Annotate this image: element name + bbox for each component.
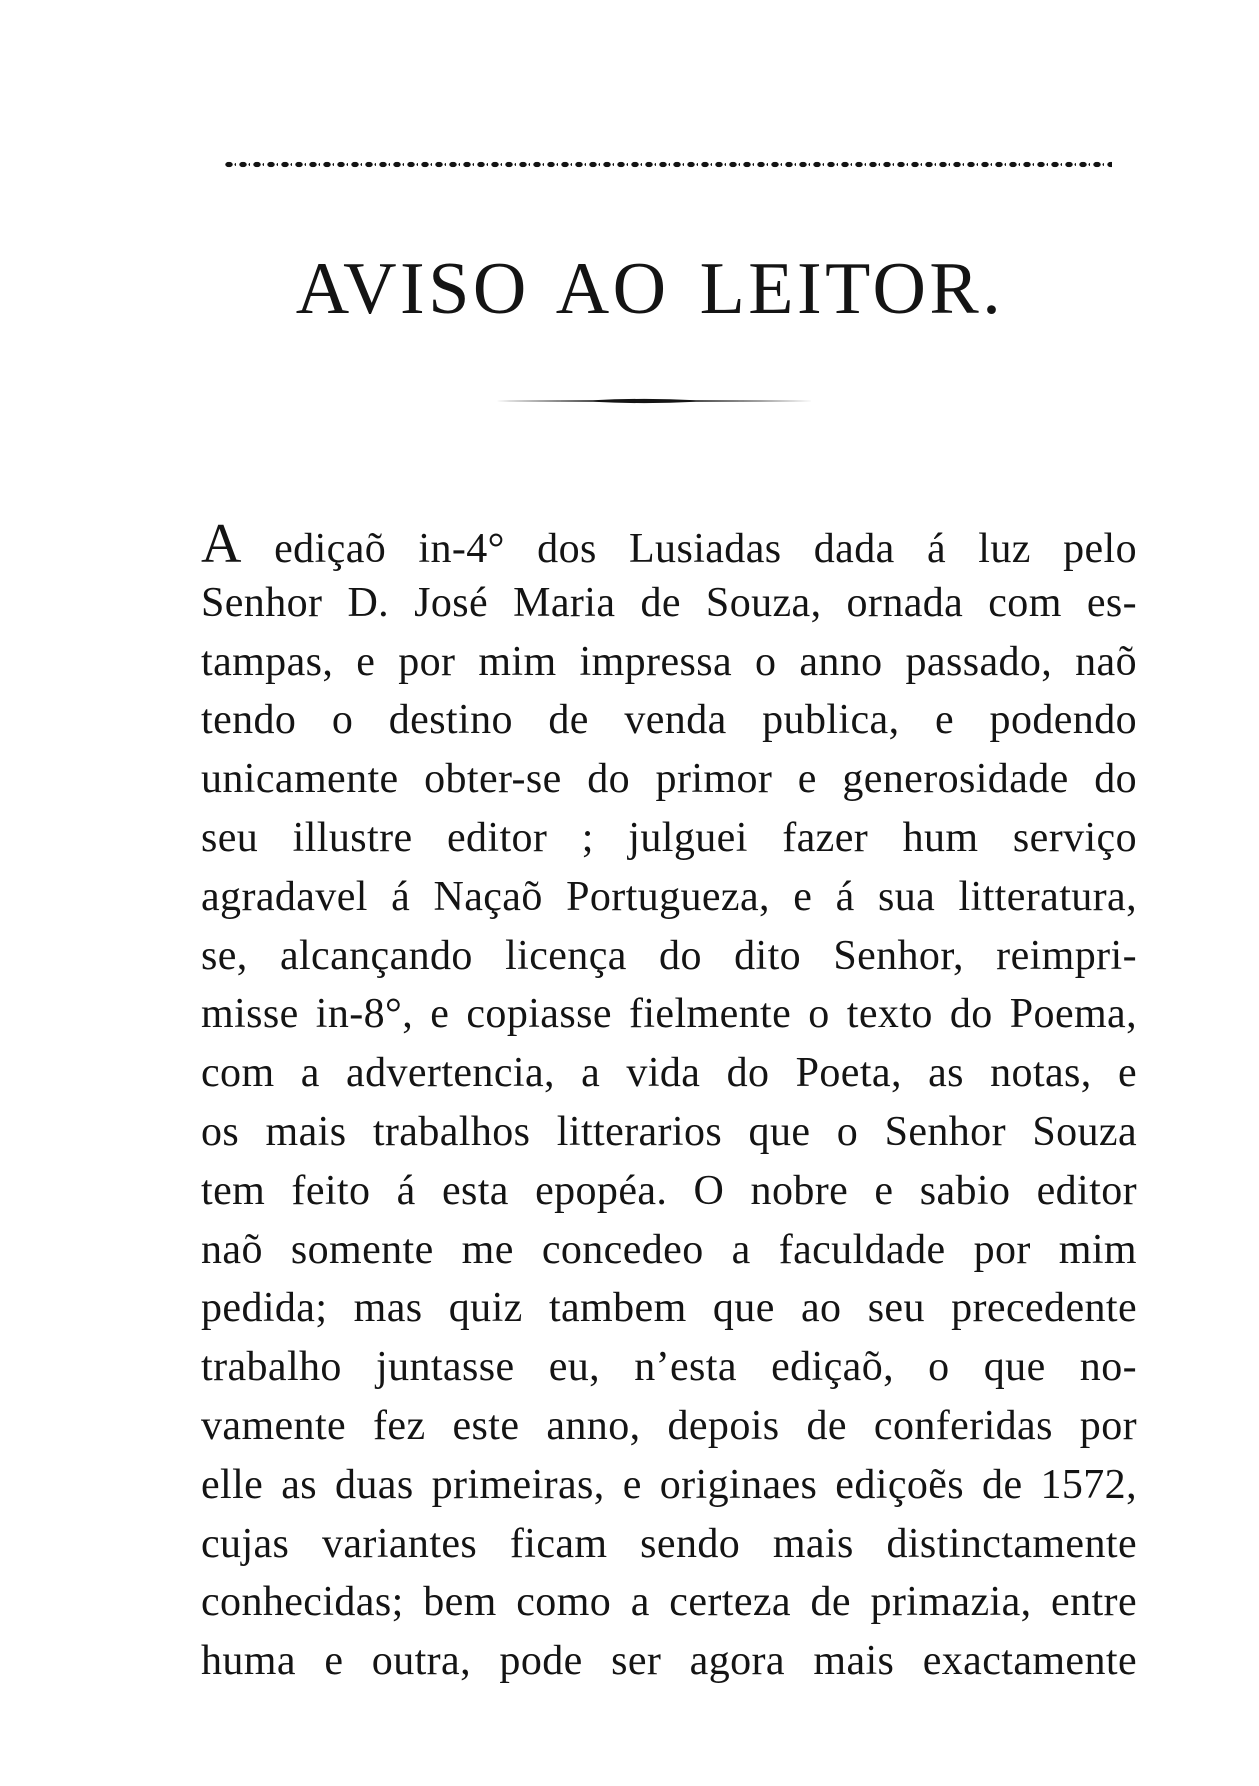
text-line: unicamente obter-se do primor e generosidade do: [201, 756, 1137, 803]
text-line: com a advertencia, a vida do Poeta, as notas, e: [201, 1050, 1137, 1097]
text-line-first: [201, 515, 1137, 574]
text-line-last: huma e outra, pode ser agora mais exactamente: [201, 1638, 1137, 1685]
text-line: os mais trabalhos litterarios que o Senhor Souza: [201, 1108, 1137, 1155]
text-line: conhecidas; bem como a certeza de primazia, entre: [201, 1579, 1137, 1626]
text-line-first-content: ediçaõ in-4° dos Lusiadas dada á luz pelo: [274, 526, 1137, 572]
text-line: misse in-8°, e copiasse fielmente o texto do Poema,: [201, 991, 1137, 1038]
text-line: pedida; mas quiz tambem que ao seu precedente: [201, 1285, 1137, 1332]
text-line: se, alcançando licença do dito Senhor, reimpri-: [201, 932, 1137, 979]
text-line: tem feito á esta epopéa. O nobre e sabio editor: [201, 1167, 1137, 1214]
text-line: vamente fez este anno, depois de conferidas por: [201, 1402, 1137, 1449]
text-line: tendo o destino de venda publica, e podendo: [201, 697, 1137, 744]
text-line: trabalho juntasse eu, n’esta ediçaõ, o que no-: [201, 1344, 1137, 1391]
page-title: AVISO AO LEITOR.: [295, 248, 1005, 330]
text-line: seu illustre editor ; julguei fazer hum serviço: [201, 814, 1137, 861]
text-line: cujas variantes ficam sendo mais distinctamente: [201, 1520, 1137, 1567]
ornamental-border-icon: [222, 159, 1112, 170]
initial-capital: A: [201, 513, 242, 575]
text-line: elle as duas primeiras, e originaes ediçoẽs de 1572,: [201, 1461, 1137, 1508]
text-line: tampas, e por mim impressa o anno passado, naõ: [201, 638, 1137, 685]
text-line: naõ somente me concedeo a faculdade por mim: [201, 1226, 1137, 1273]
swelled-rule-divider: [496, 396, 813, 406]
body-text: [201, 515, 1137, 1691]
text-line: agradavel á Naçaõ Portugueza, e á sua litteratura,: [201, 873, 1137, 920]
text-line: Senhor D. José Maria de Souza, ornada com es-: [201, 579, 1137, 626]
